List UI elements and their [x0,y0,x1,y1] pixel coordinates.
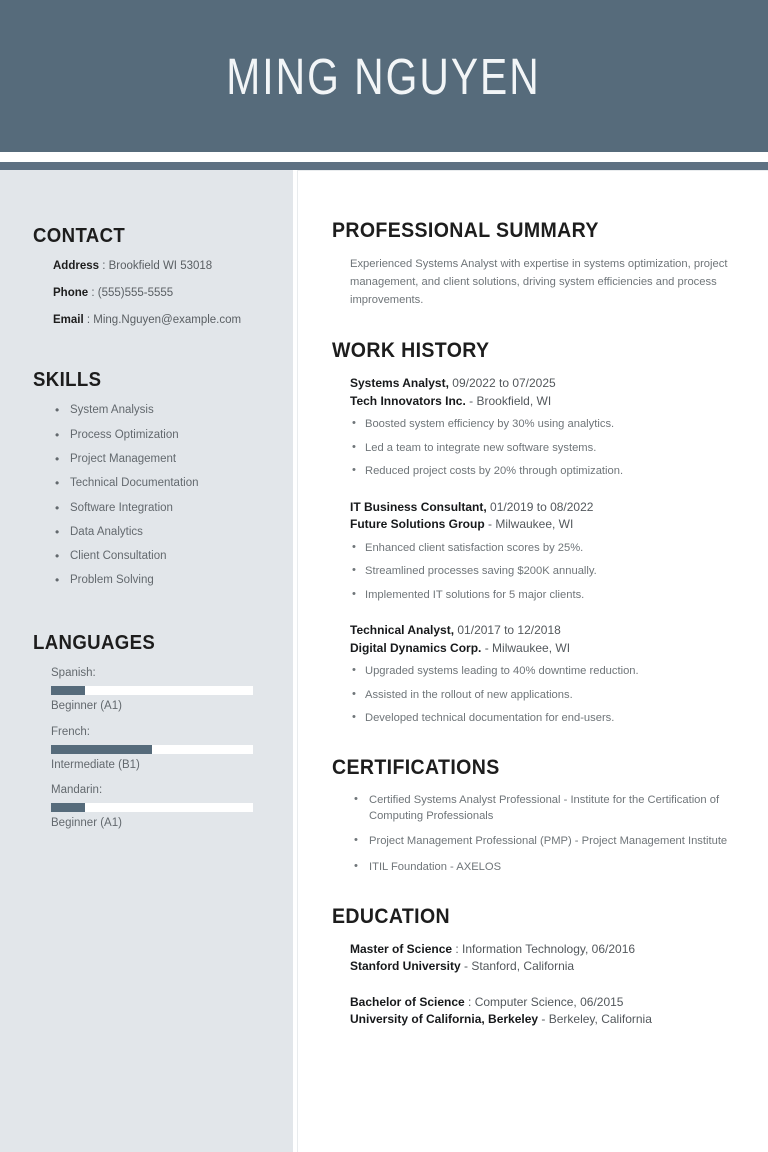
contact-list [33,260,263,327]
language-proficiency-bar [51,745,253,754]
list-item: • Client Consultation [55,550,263,564]
contact-label-email: Email [53,313,84,326]
education-section [332,905,732,1029]
job-title: Technical Analyst, [350,623,455,638]
job-company: Tech Innovators Inc. [350,393,466,408]
contact-heading: CONTACT [33,225,126,247]
list-item: • System Analysis [55,404,263,418]
language-item-french [51,726,263,773]
contact-item-email [53,314,263,328]
job-dates: 09/2022 to 07/2025 [448,376,556,391]
education-field: : Computer Science, 06/2015 [464,994,624,1009]
list-item: • Software Integration [55,502,263,516]
resume-header [0,0,768,152]
language-level: Beginner (A1) [51,817,122,830]
certifications-list [354,792,732,875]
certifications-section [332,756,732,875]
job-company: Future Solutions Group [350,517,485,532]
list-item: • Reduced project costs by 20% through optimization. [350,464,732,479]
education-location: - Stanford, California [460,959,575,974]
contact-sep-address: : [99,260,109,272]
education-school-row [350,1011,732,1028]
resume-body [0,170,768,1152]
education-school: University of California, Berkeley [350,1011,539,1026]
list-item: • Technical Documentation [55,477,263,491]
sidebar [0,170,293,1152]
skills-heading: SKILLS [33,369,102,392]
language-proficiency-bar [51,803,253,812]
list-item: • Upgraded systems leading to 40% downtime reduction. [350,664,732,679]
job-bullets [350,664,732,726]
job-entry [350,499,732,602]
list-item: • Implemented IT solutions for 5 major clients. [350,588,732,603]
education-school-row [350,958,732,975]
contact-sep-email: : [83,313,94,326]
work-history-heading: WORK HISTORY [332,339,490,363]
language-item-spanish [51,667,263,714]
education-location: - Berkeley, California [538,1011,652,1026]
list-item: • Project Management Professional (PMP) - Project Management Institute [354,833,732,849]
contact-value-email: Ming.Nguyen@example.com [93,313,242,326]
job-bullets [350,417,732,479]
contact-label-address: Address [53,260,100,272]
contact-item-phone [53,287,263,301]
list-item: • Process Optimization [55,429,263,443]
job-bullets [350,541,732,603]
language-level: Beginner (A1) [51,700,122,713]
skills-list [33,404,263,588]
work-history-section [332,339,732,725]
header-accent-rule [0,162,768,170]
education-entry [350,941,732,976]
education-degree: Master of Science [350,941,453,956]
education-field: : Information Technology, 06/2016 [452,941,636,956]
education-entry [350,994,732,1029]
job-dates: 01/2017 to 12/2018 [454,623,561,638]
education-school: Stanford University [350,959,461,974]
job-title-row [350,375,732,392]
list-item: • Certified Systems Analyst Professional - Institute for the Certification of Computing Professionals [354,792,732,824]
job-company-row [350,640,732,657]
education-degree-row [350,941,732,958]
job-entry [350,375,732,478]
language-level: Intermediate (B1) [51,758,140,771]
languages-list [33,667,263,831]
list-item: • Assisted in the rollout of new applications. [350,688,732,703]
language-proficiency-fill [51,745,152,754]
job-company-row [350,516,732,533]
job-title-row [350,622,732,639]
job-dates: 01/2019 to 08/2022 [486,499,594,514]
contact-value-address: Brookfield WI 53018 [108,260,213,272]
list-item: • Led a team to integrate new software systems. [350,441,732,456]
list-item: • Project Management [55,453,263,467]
language-name: Mandarin: [51,784,103,797]
list-item: • Enhanced client satisfaction scores by 25%. [350,541,732,556]
language-proficiency-bar [51,686,253,695]
job-entry [350,622,732,725]
list-item: • Problem Solving [55,574,263,588]
main-content [297,170,768,1152]
professional-summary-text: Experienced Systems Analyst with expertise in systems optimization, project management, and client solutions, driving system efficiencies and process improvements. [350,258,728,307]
job-title: Systems Analyst, [350,376,449,391]
job-title: IT Business Consultant, [350,499,487,514]
header-gap [0,152,768,162]
list-item: • Streamlined processes saving $200K annually. [350,564,732,579]
education-heading: EDUCATION [332,904,450,928]
contact-label-phone: Phone [53,286,89,299]
language-name: French: [51,725,90,738]
job-location: - Milwaukee, WI [484,517,574,532]
language-proficiency-fill [51,803,85,812]
education-degree: Bachelor of Science [350,994,465,1009]
languages-heading: LANGUAGES [33,632,156,655]
contact-item-address [53,260,263,274]
page-title: MING NGUYEN [226,47,542,105]
job-company: Digital Dynamics Corp. [350,640,482,655]
professional-summary-section [332,219,732,309]
professional-summary-heading: PROFESSIONAL SUMMARY [332,219,599,242]
job-company-row [350,393,732,410]
job-location: - Brookfield, WI [465,393,552,408]
list-item: • Data Analytics [55,526,263,540]
language-proficiency-fill [51,686,85,695]
certifications-heading: CERTIFICATIONS [332,755,500,779]
education-degree-row [350,994,732,1011]
language-item-mandarin [51,784,263,831]
language-name: Spanish: [51,667,96,680]
job-title-row [350,499,732,516]
list-item: • ITIL Foundation - AXELOS [354,859,732,875]
list-item: • Developed technical documentation for end-users. [350,711,732,726]
contact-sep-phone: : [88,286,98,299]
contact-value-phone: (555)555-5555 [97,286,174,299]
list-item: • Boosted system efficiency by 30% using analytics. [350,417,732,432]
job-location: - Milwaukee, WI [481,640,571,655]
